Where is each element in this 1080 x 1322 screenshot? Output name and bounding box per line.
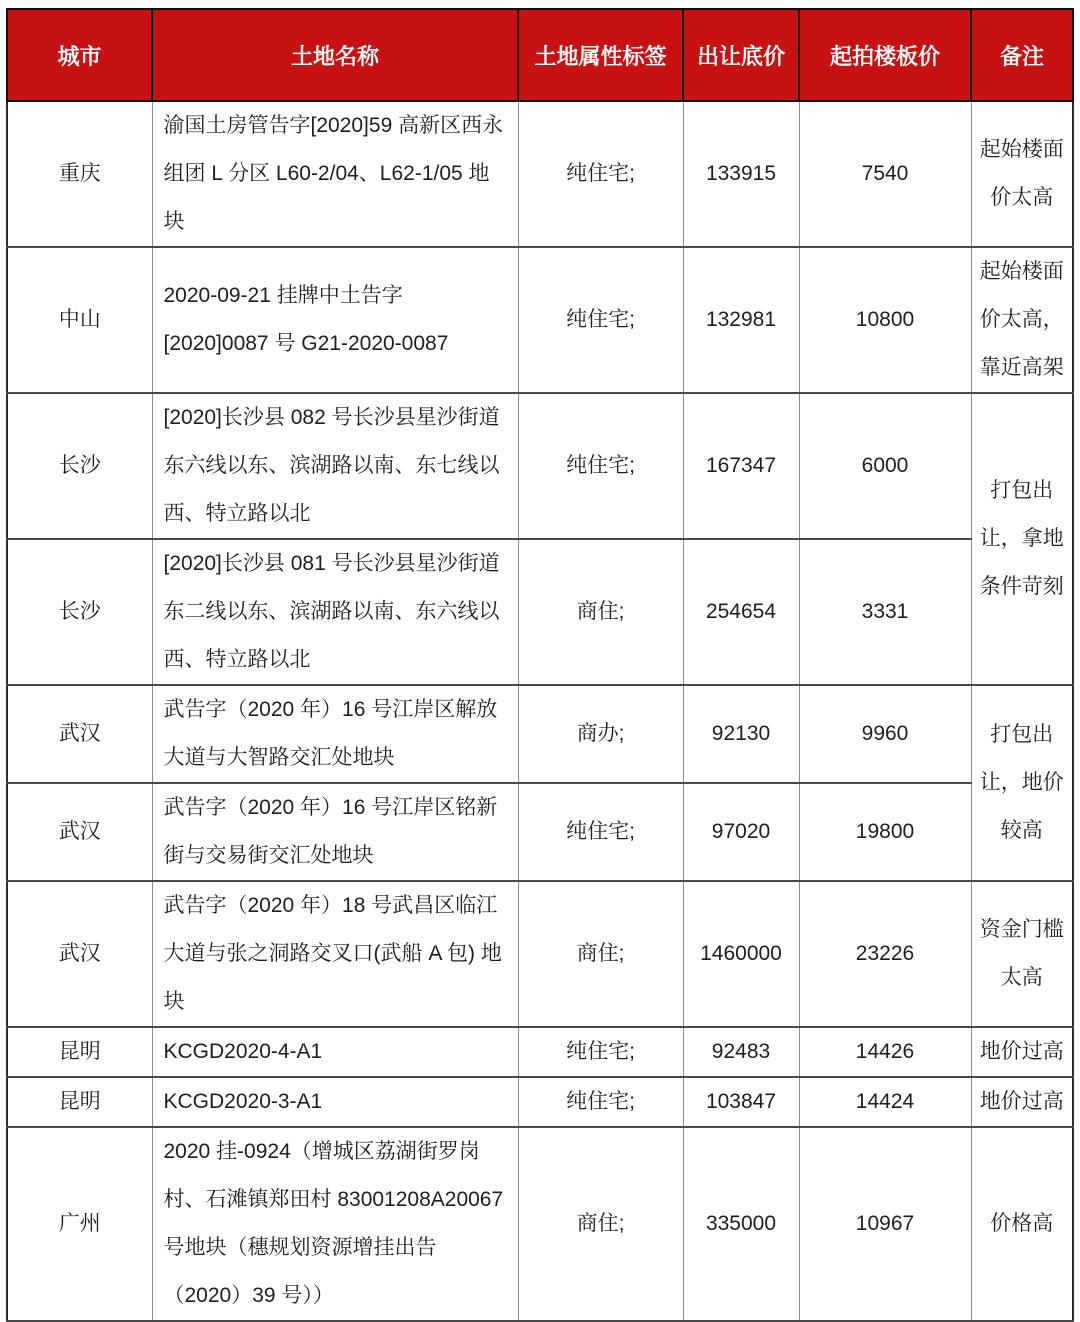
cell-attribute: 商住; [518,1127,683,1321]
cell-attribute: 纯住宅; [518,101,683,247]
table-row [7,1127,1073,1321]
cell-attribute: 纯住宅; [518,1027,683,1077]
cell-land-name: 武告字（2020 年）16 号江岸区铭新街与交易街交汇处地块 [152,783,518,881]
cell-floor-price: 14426 [799,1027,971,1077]
cell-floor-price: 10800 [799,247,971,393]
cell-base-price: 103847 [683,1077,799,1127]
cell-city: 广州 [7,1127,152,1321]
cell-city: 武汉 [7,685,152,783]
table-row [7,881,1073,1027]
cell-city: 武汉 [7,881,152,1027]
table-row [7,247,1073,393]
cell-city: 长沙 [7,539,152,685]
cell-land-name: 2020-09-21 挂牌中土告字[2020]0087 号 G21-2020-0087 [152,247,518,393]
cell-attribute: 商住; [518,881,683,1027]
cell-floor-price: 14424 [799,1077,971,1127]
header-row [7,9,1073,101]
cell-floor-price: 6000 [799,393,971,539]
cell-land-name: [2020]长沙县 082 号长沙县星沙街道东六线以东、滨湖路以南、东七线以西、特立路以北 [152,393,518,539]
cell-attribute: 商住; [518,539,683,685]
cell-attribute: 纯住宅; [518,1077,683,1127]
cell-floor-price: 7540 [799,101,971,247]
cell-base-price: 133915 [683,101,799,247]
cell-land-name: 渝国土房管告字[2020]59 高新区西永组团 L 分区 L60-2/04、L62-1/05 地块 [152,101,518,247]
cell-base-price: 335000 [683,1127,799,1321]
cell-city: 重庆 [7,101,152,247]
cell-floor-price: 3331 [799,539,971,685]
cell-note: 起始楼面价太高 [971,101,1073,247]
cell-note: 价格高 [971,1127,1073,1321]
cell-note: 地价过高 [971,1077,1073,1127]
cell-floor-price: 23226 [799,881,971,1027]
cell-floor-price: 10967 [799,1127,971,1321]
header-attribute: 土地属性标签 [518,9,683,101]
table-row [7,1027,1073,1077]
cell-city: 昆明 [7,1027,152,1077]
cell-attribute: 纯住宅; [518,247,683,393]
header-note: 备注 [971,9,1073,101]
cell-land-name: [2020]长沙县 081 号长沙县星沙街道东二线以东、滨湖路以南、东六线以西、特立路以北 [152,539,518,685]
cell-land-name: 武告字（2020 年）18 号武昌区临江大道与张之洞路交叉口(武船 A 包) 地块 [152,881,518,1027]
cell-note-merged: 打包出让，地价较高 [971,685,1073,881]
table-row [7,685,1073,783]
cell-land-name: KCGD2020-4-A1 [152,1027,518,1077]
cell-land-name: 2020 挂-0924（增城区荔湖街罗岗村、石滩镇郑田村 83001208A20067 号地块（穗规划资源增挂出告（2020）39 号）） [152,1127,518,1321]
land-parcels-table [6,8,1074,1322]
cell-city: 武汉 [7,783,152,881]
cell-land-name: KCGD2020-3-A1 [152,1077,518,1127]
table-row [7,1077,1073,1127]
cell-note: 资金门槛太高 [971,881,1073,1027]
cell-note: 起始楼面价太高，靠近高架 [971,247,1073,393]
cell-attribute: 纯住宅; [518,393,683,539]
cell-base-price: 132981 [683,247,799,393]
cell-note-merged: 打包出让，拿地条件苛刻 [971,393,1073,685]
cell-base-price: 92483 [683,1027,799,1077]
cell-land-name: 武告字（2020 年）16 号江岸区解放大道与大智路交汇处地块 [152,685,518,783]
cell-city: 长沙 [7,393,152,539]
table-row [7,539,1073,685]
cell-floor-price: 19800 [799,783,971,881]
cell-city: 昆明 [7,1077,152,1127]
cell-attribute: 纯住宅; [518,783,683,881]
header-base-price: 出让底价 [683,9,799,101]
cell-attribute: 商办; [518,685,683,783]
cell-base-price: 1460000 [683,881,799,1027]
table-row [7,393,1073,539]
header-land-name: 土地名称 [152,9,518,101]
cell-base-price: 254654 [683,539,799,685]
cell-base-price: 97020 [683,783,799,881]
cell-base-price: 167347 [683,393,799,539]
table-row [7,783,1073,881]
header-city: 城市 [7,9,152,101]
header-floor-price: 起拍楼板价 [799,9,971,101]
cell-base-price: 92130 [683,685,799,783]
table-row [7,101,1073,247]
cell-floor-price: 9960 [799,685,971,783]
cell-note: 地价过高 [971,1027,1073,1077]
cell-city: 中山 [7,247,152,393]
